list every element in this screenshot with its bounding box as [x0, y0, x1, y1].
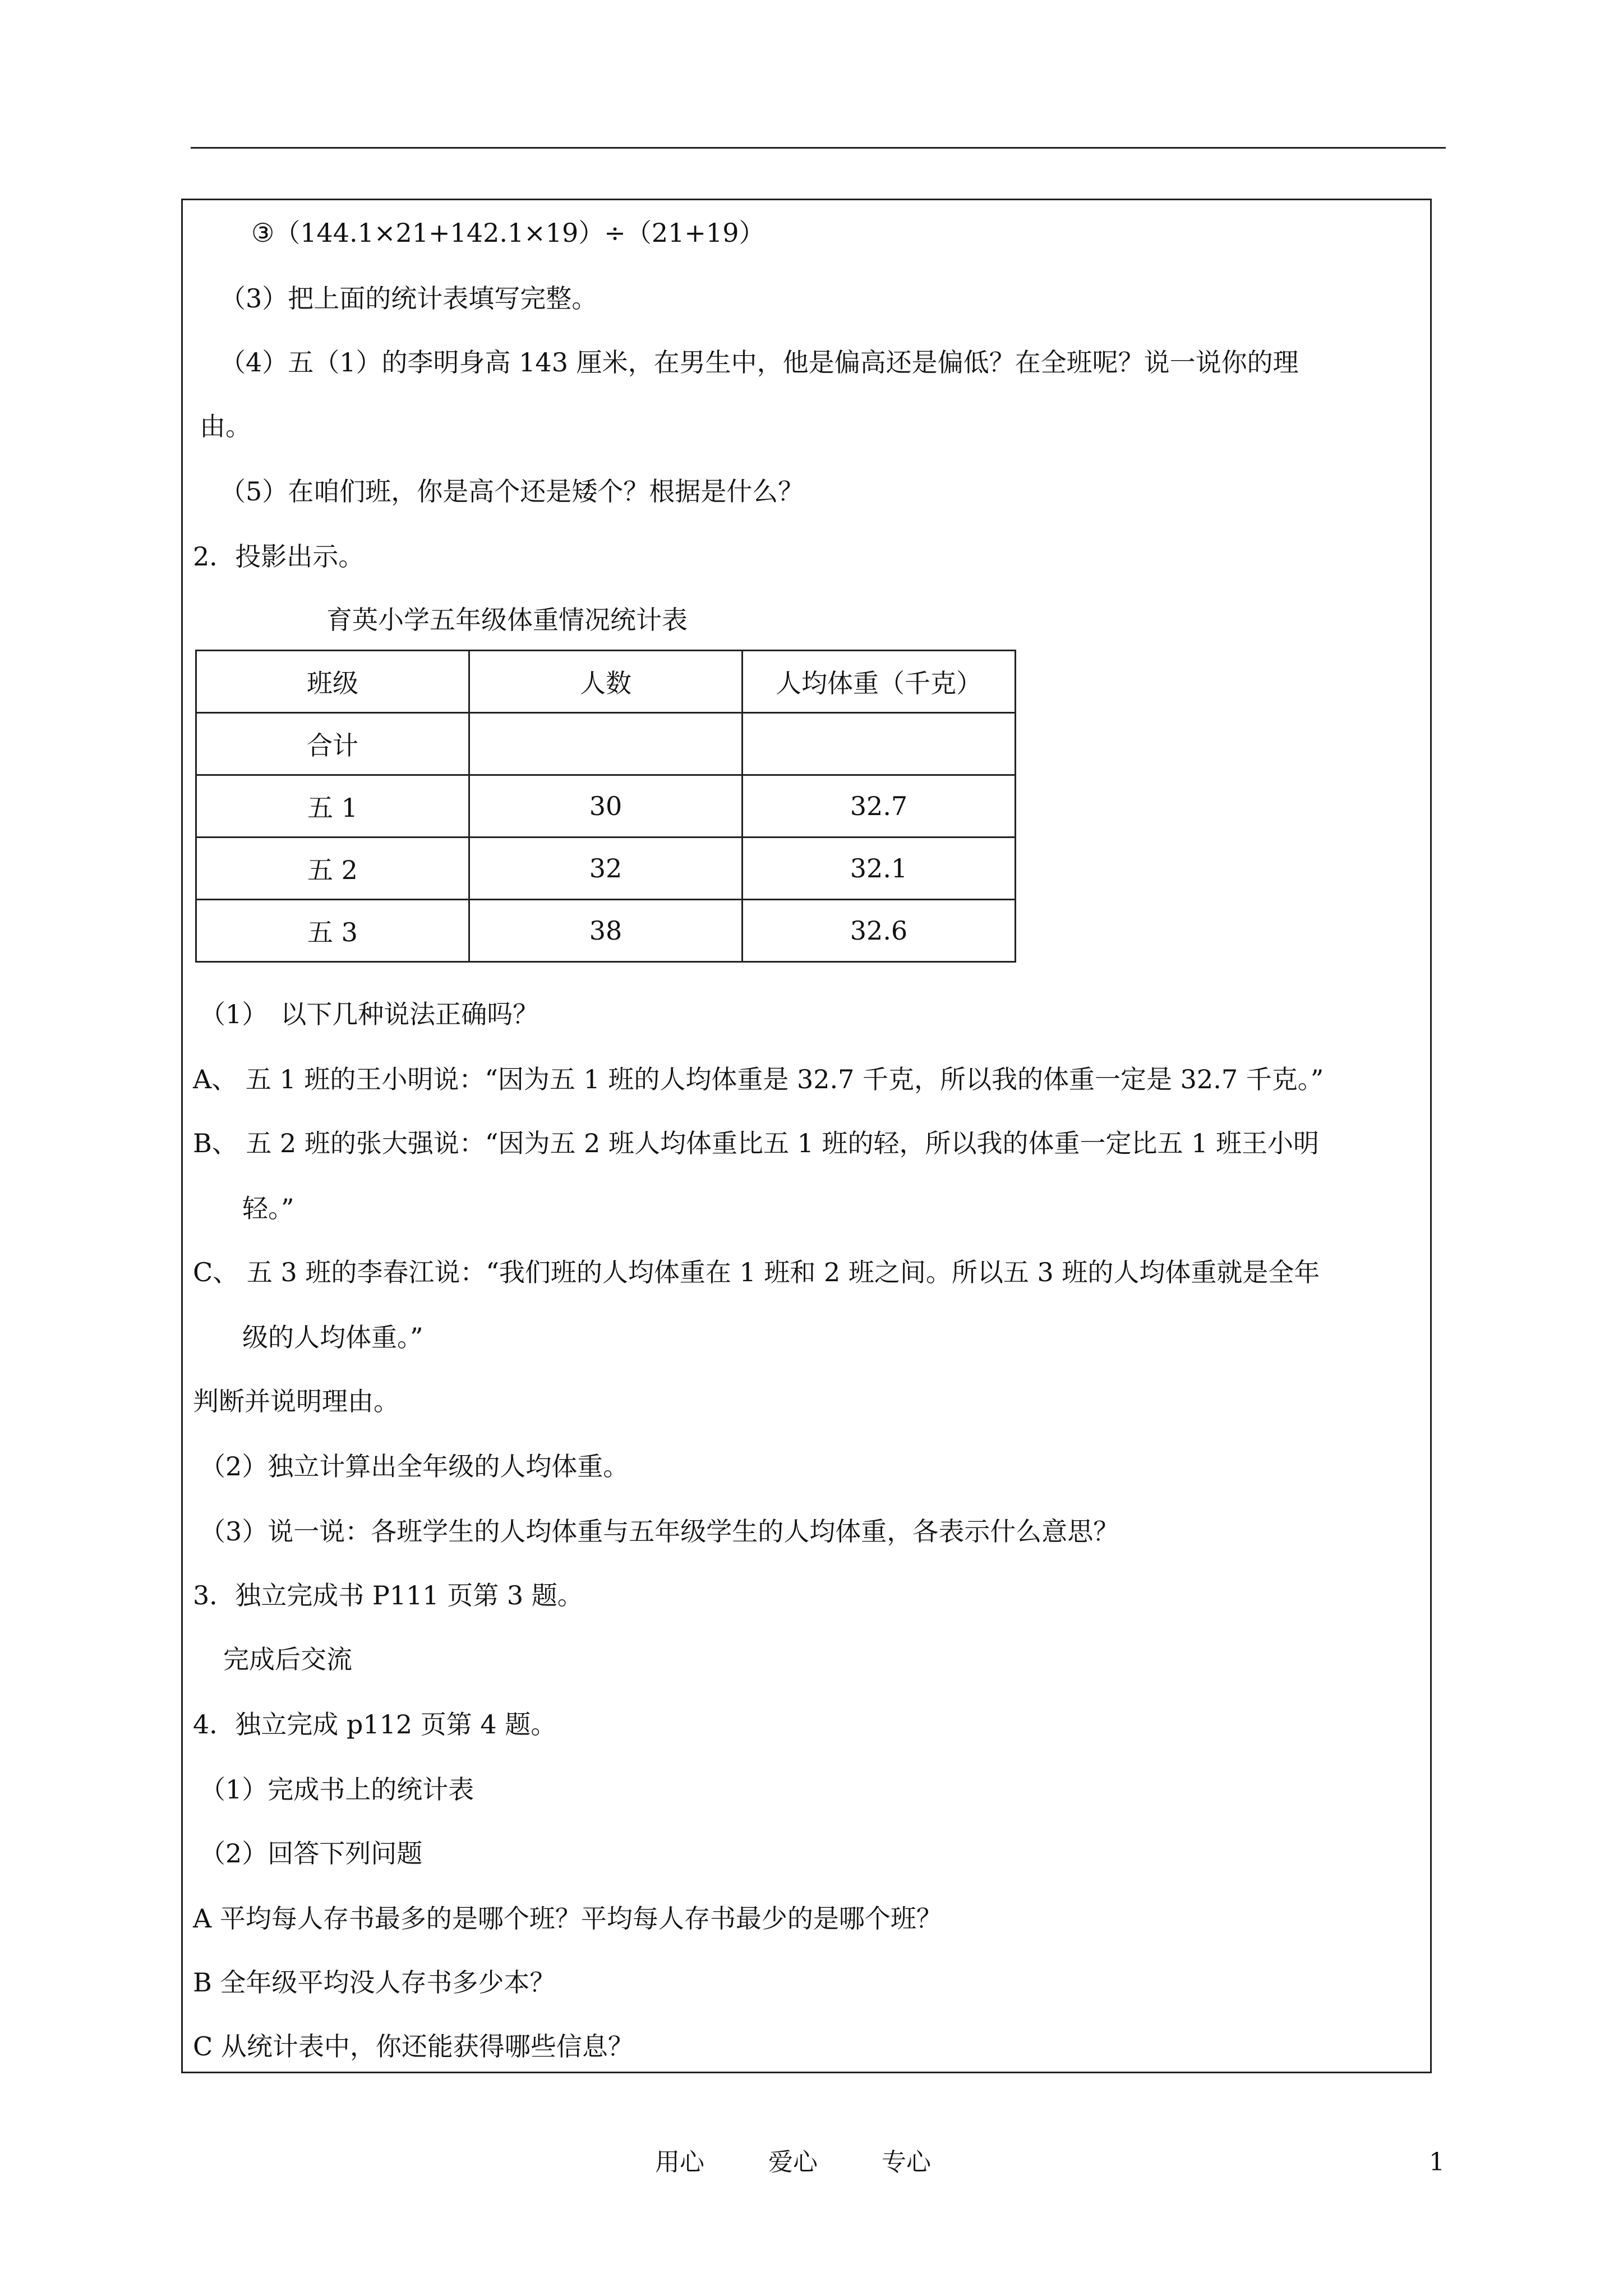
line-3: （4）五（1）的李明身高 143 厘米，在男生中，他是偏高还是偏低？在全班呢？说一说你的理: [220, 347, 1299, 378]
table-row: [196, 900, 1016, 962]
line-7: （1） 以下几种说法正确吗？: [200, 999, 539, 1029]
line-2: （3）把上面的统计表填写完整。: [220, 283, 598, 314]
line-1: ③（144.1×21+142.1×19）÷（21+19）: [251, 218, 765, 248]
line-8: A、 五 1 班的王小明说：“因为五 1 班的人均体重是 32.7 千克，所以我的体重一定是 32.7 千克。”: [193, 1064, 1324, 1094]
line-21: A 平均每人存书最多的是哪个班？平均每人存书最少的是哪个班？: [193, 1903, 942, 1934]
line-15: （3）说一说：各班学生的人均体重与五年级学生的人均体重，各表示什么意思？: [200, 1516, 1119, 1547]
table-cell: 五 2: [196, 838, 469, 900]
line-10: 轻。”: [242, 1193, 294, 1223]
table-title: 育英小学五年级体重情况统计表: [326, 605, 688, 635]
line-12: 级的人均体重。”: [242, 1322, 423, 1352]
line-11: C、 五 3 班的李春江说：“我们班的人均体重在 1 班和 2 班之间。所以五 3 班的人均体重就是全年: [193, 1257, 1320, 1287]
header-class: 班级: [196, 651, 469, 713]
line-4: 由。: [200, 411, 251, 441]
line-6: 2．投影出示。: [193, 541, 365, 572]
table-cell: 32.1: [743, 838, 1016, 900]
table-cell: 32.7: [743, 775, 1016, 838]
table-row: [196, 775, 1016, 838]
footer-motto-1: 用心: [655, 2148, 704, 2177]
table-cell: 五 1: [196, 775, 469, 838]
weight-stats-table: [195, 650, 1016, 963]
header-count: 人数: [469, 651, 743, 713]
table-row: [196, 713, 1016, 775]
line-19: （1）完成书上的统计表: [200, 1774, 474, 1805]
table-cell: 38: [469, 900, 743, 962]
table-cell: 32.6: [743, 900, 1016, 962]
line-22: B 全年级平均没人存书多少本？: [193, 1967, 556, 1998]
footer-motto-2: 爱心: [768, 2148, 818, 2177]
table-cell: 合计: [196, 713, 469, 775]
line-16: 3．独立完成书 P111 页第 3 题。: [193, 1580, 583, 1611]
header-rule: [191, 147, 1446, 149]
line-20: （2）回答下列问题: [200, 1838, 423, 1869]
table-cell: 五 3: [196, 900, 469, 962]
line-9: B、 五 2 班的张大强说：“因为五 2 班人均体重比五 1 班的轻，所以我的体重一定比五 1 班王小明: [193, 1128, 1319, 1158]
page-number: 1: [1429, 2148, 1445, 2177]
table-row: [196, 838, 1016, 900]
table-cell: [743, 713, 1016, 775]
table-cell: [469, 713, 743, 775]
footer-motto-3: 专心: [882, 2148, 931, 2177]
table-cell: 30: [469, 775, 743, 838]
line-13: 判断并说明理由。: [193, 1386, 399, 1416]
line-23: C 从统计表中，你还能获得哪些信息？: [193, 2031, 634, 2062]
line-14: （2）独立计算出全年级的人均体重。: [200, 1451, 629, 1481]
header-avg-weight: 人均体重（千克）: [743, 651, 1016, 713]
line-17: 完成后交流: [223, 1644, 352, 1674]
table-header-row: [196, 651, 1016, 713]
line-5: （5）在咱们班，你是高个还是矮个？根据是什么？: [220, 476, 804, 507]
table-cell: 32: [469, 838, 743, 900]
line-18: 4．独立完成 p112 页第 4 题。: [193, 1709, 557, 1740]
